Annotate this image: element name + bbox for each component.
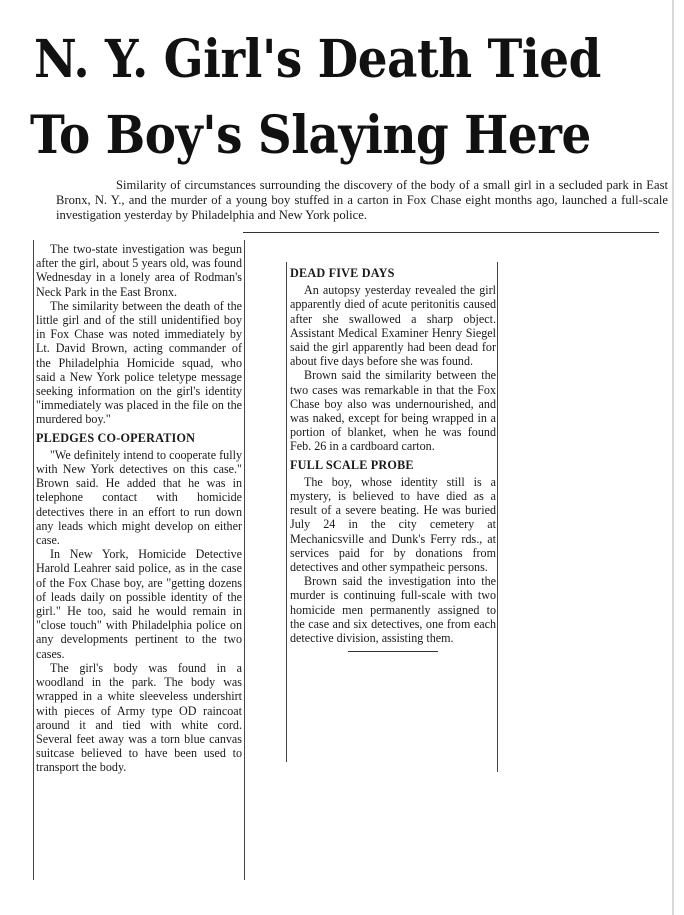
body-paragraph: The boy, whose identity still is a mystery, is believed to have died as a result of a severe beating. He was buried July 24 in the city cemetery at Mechanicsville and Dunk's Ferry rds., at services paid for by donations from detectives and other sympatheic persons. <box>290 474 496 575</box>
column-rule-right-inner <box>497 262 498 772</box>
body-paragraph: Brown said the investigation into the murder is continuing full-scale with two homicide men permanently assigned to the case and six detectives, one from each detective division, assisting them. <box>290 574 496 646</box>
column-rule-left-inner <box>244 240 245 880</box>
subheading-dead-five-days: DEAD FIVE DAYS <box>290 266 395 280</box>
subheading-full-scale-probe: FULL SCALE PROBE <box>290 457 414 472</box>
body-paragraph: "We definitely intend to cooperate fully with New York detectives on this case." Brown said. He added that he was in telephone contact with homicide detectives there in an effort to run down any leads which might develop on either case. <box>36 447 242 548</box>
headline-line-1: N. Y. Girl's Death Tied <box>34 29 601 90</box>
column-rule-right-outer <box>286 262 287 762</box>
article-end-rule <box>348 651 438 652</box>
body-paragraph: An autopsy yesterday revealed the girl apparently died of acute peritonitis caused after she swallowed a sharp object. Assistant Medical Examiner Henry Siegel said the girl apparently had been dead for about five days before she was found. <box>290 283 496 369</box>
lede-divider <box>243 232 659 233</box>
right-column <box>290 262 496 652</box>
left-column <box>36 242 242 775</box>
scan-edge <box>672 0 674 915</box>
body-paragraph: The two-state investigation was begun after the girl, about 5 years old, was found Wednesday in a lonely area of Rodman's Neck Park in the East Bronx. <box>36 242 242 299</box>
body-paragraph: In New York, Homicide Detective Harold Leahrer said police, as in the case of the Fox Chase boy, are "getting dozens of leads daily on possible identity of the girl." He too, said he would remain in "close touch" with Philadelphia police on any developments pertinent to the two cases. <box>36 547 242 661</box>
column-rule-left-outer <box>33 240 34 880</box>
body-paragraph: The girl's body was found in a woodland in the park. The body was wrapped in a white sleeveless undershirt with pieces of Army type OD raincoat around it and tied with white cord. Several feet away was a torn blue canvas suitcase believed to have been used to transport the body. <box>36 660 242 775</box>
headline-line-2: To Boy's Slaying Here <box>30 105 591 166</box>
subheading-pledges-cooperation: PLEDGES CO-OPERATION <box>36 430 196 445</box>
body-paragraph: Brown said the similarity between the two cases was remarkable in that the Fox Chase boy also was undernourished, and was naked, except for being wrapped in a portion of blanket, when he was found Feb. 26 in a cardboard carton. <box>290 368 496 454</box>
body-paragraph: The similarity between the death of the little girl and of the still unidentified boy in Fox Chase was noted immediately by Lt. David Brown, acting commander of the Philadelphia Homicide squad, who said a New York police teletype message seeking information on the girl's identity "immediately was placed in the file on the murdered boy." <box>36 298 242 427</box>
lede-paragraph: Similarity of circumstances surrounding the discovery of the body of a small girl in a secluded park in East Bronx, N. Y., and the murder of a young boy stuffed in a carton in Fox Chase eight months ago, launched a full-scale investigation yesterday by Philadelphia and New York police. <box>56 178 668 222</box>
